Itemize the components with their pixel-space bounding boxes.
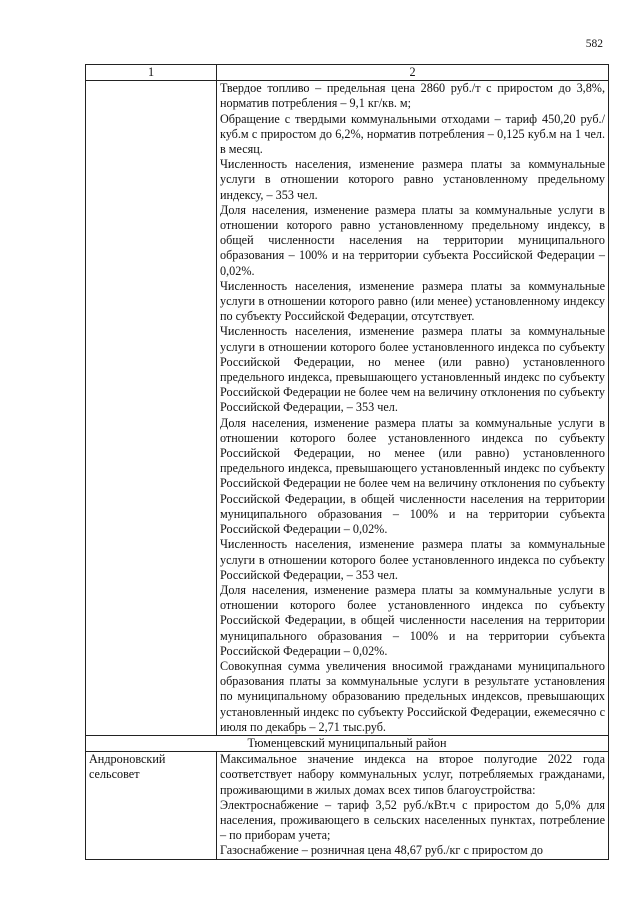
- paragraph: Доля населения, изменение размера платы за коммунальные услуги в отношении которого более установленного индекса по субъекту Российской Федерации, но менее (или равно) установленного предельного индекса, превышающего установленный индекс по субъекту Российской Федерации не более чем на величину отклонения по субъекту Российской Федерации, в общей численности населения на территории муниципального образования – 100% и на территории субъекта Российской Федерации – 0,02%.: [220, 415, 605, 537]
- paragraph: Газоснабжение – розничная цена 48,67 руб./кг с приростом до: [220, 843, 544, 858]
- row-name-cell: [86, 81, 217, 736]
- column-header-2: 2: [217, 65, 609, 81]
- paragraph: Численность населения, изменение размера платы за коммунальные услуги в отношении которого равно (или менее) установленному индексу по субъекту Российской Федерации, отсутствует.: [220, 278, 605, 324]
- paragraph: Максимальное значение индекса на второе полугодие 2022 года соответствует набору коммунальных услуг, потребляемых гражданами, проживающими в жилых домах всех типов благоустройства:: [220, 752, 605, 797]
- paragraph: Доля населения, изменение размера платы за коммунальные услуги в отношении которого равно установленному предельному индексу, в общей численности населения на территории муниципального образования – 100% и на территории субъекта Российской Федерации – 0,02%.: [220, 202, 605, 278]
- paragraph: Доля населения, изменение размера платы за коммунальные услуги в отношении которого более установленного индекса по субъекту Российской Федерации, в общей численности населения на территории муниципального образования – 100% и на территории субъекта Российской Федерации – 0,02%.: [220, 582, 605, 658]
- paragraph: Электроснабжение – тариф 3,52 руб./кВт.ч с приростом до 5,0% для населения, проживающего в сельских населенных пунктах, потребление – по приборам учета;: [220, 797, 605, 843]
- municipality-name: Андроновский сельсовет: [86, 752, 217, 859]
- table-row: [86, 752, 609, 859]
- paragraph: Твердое топливо – предельная цена 2860 руб./т с приростом до 3,8%, норматив потребления – 9,1 кг/кв. м;: [220, 81, 605, 111]
- paragraph: Совокупная сумма увеличения вносимой гражданами муниципального образования платы за коммунальные услуги в результате установления по муниципальному образованию предельных индексов, превышающих установленный индекс по субъекту Российской Федерации, ежемесячно с июля по декабрь – 2,71 тыс.руб.: [220, 658, 605, 734]
- paragraph: Численность населения, изменение размера платы за коммунальные услуги в отношении которого равно установленному предельному индексу, – 353 чел.: [220, 157, 605, 202]
- table-header-row: [86, 65, 609, 81]
- row-content-cell: [217, 752, 609, 859]
- paragraph: Обращение с твердыми коммунальными отходами – тариф 450,20 руб./куб.м с приростом до 6,2%, норматив потребления – 0,125 куб.м на 1 чел. в месяц.: [220, 111, 605, 157]
- row-content-cell: [217, 81, 609, 736]
- table-row: [86, 81, 609, 736]
- district-row: [86, 735, 609, 751]
- paragraph: Численность населения, изменение размера платы за коммунальные услуги в отношении которого более установленного индекса по субъекту Российской Федерации, но менее (или равно) установленного предельного индекса, превышающего установленный индекс по субъекту Российской Федерации не более чем на величину отклонения по субъекту Российской Федерации, – 353 чел.: [220, 324, 605, 415]
- paragraph: Численность населения, изменение размера платы за коммунальные услуги в отношении которого более установленного индекса по субъекту Российской Федерации, – 353 чел.: [220, 537, 605, 582]
- content-table: [85, 64, 609, 860]
- page-number: 582: [585, 38, 603, 50]
- column-header-1: 1: [86, 65, 217, 81]
- district-heading: Тюменцевский муниципальный район: [86, 735, 609, 751]
